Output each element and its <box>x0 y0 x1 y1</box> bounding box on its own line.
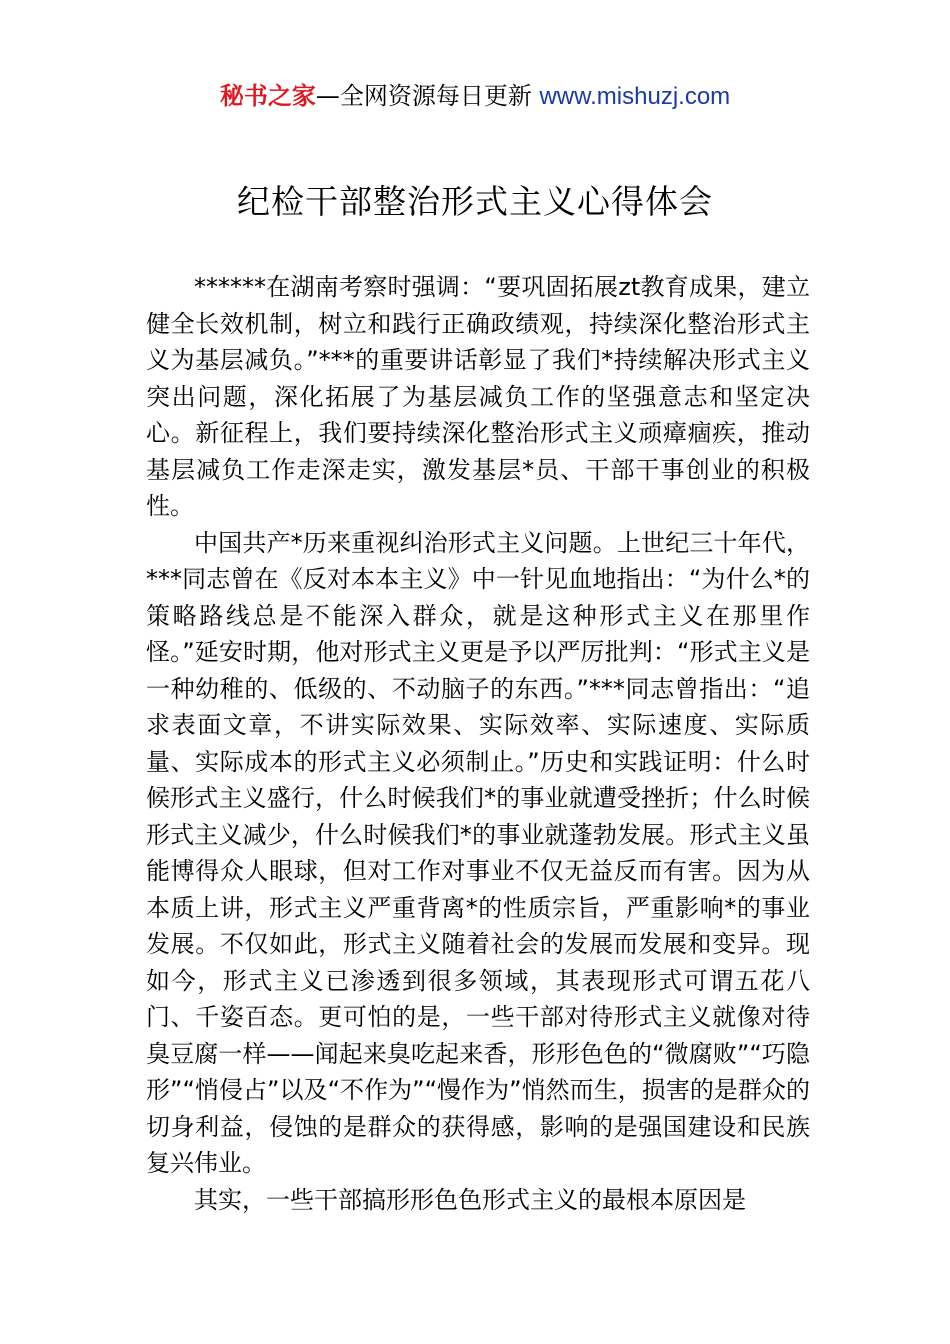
document-title: 纪检干部整治形式主义心得体会 <box>237 182 713 221</box>
brand-name: 秘书之家 <box>219 82 316 110</box>
paragraph: 其实，一些干部搞形形色色形式主义的最根本原因是 <box>194 1185 746 1214</box>
document-body <box>146 269 810 1218</box>
paragraph: 中国共产*历来重视纠治形式主义问题。上世纪三十年代，***同志曾在《反对本本主义》中一针见血地指出：“为什么*的策略路线总是不能深入群众，就是这种形式主义在那里作怪。”延安时期，他对形式主义更是予以严厉批判：“形式主义是一种幼稚的、低级的、不动脑子的东西。”***同志曾指出：“追求表面文章，不讲实际效果、实际效率、实际速度、实际质量、实际成本的形式主义必须制止。”历史和实践证明：什么时候形式主义盛行，什么时候我们*的事业就遭受挫折；什么时候形式主义减少，什么时候我们*的事业就蓬勃发展。形式主义虽能博得众人眼球，但对工作对事业不仅无益反而有害。因为从本质上讲，形式主义严重背离*的性质宗旨，严重影响*的事业发展。不仅如此，形式主义随着社会的发展而发展和变异。现如今，形式主义已渗透到很多领域，其表现形式可谓五花八门、千姿百态。更可怕的是，一些干部对待形式主义就像对待臭豆腐一样——闻起来臭吃起来香，形形色色的“微腐败”“巧隐形”“悄侵占”以及“不作为”“慢作为”悄然而生，损害的是群众的切身利益，侵蚀的是群众的获得感，影响的是强国建设和民族复兴伟业。 <box>146 528 810 1177</box>
paragraph: ******在湖南考察时强调：“要巩固拓展zt教育成果，建立健全长效机制，树立和践行正确政绩观，持续深化整治形式主义为基层减负。”***的重要讲话彰显了我们*持续解决形式主义突出问题，深化拓展了为基层减负工作的坚强意志和坚定决心。新征程上，我们要持续深化整治形式主义顽瘴痼疾，推动基层减负工作走深走实，激发基层*员、干部干事创业的积极性。 <box>146 273 810 520</box>
header-slogan: —全网资源每日更新 <box>315 82 540 110</box>
site-url-link[interactable]: www.mishuzj.com <box>539 83 731 110</box>
site-header <box>0 78 950 115</box>
